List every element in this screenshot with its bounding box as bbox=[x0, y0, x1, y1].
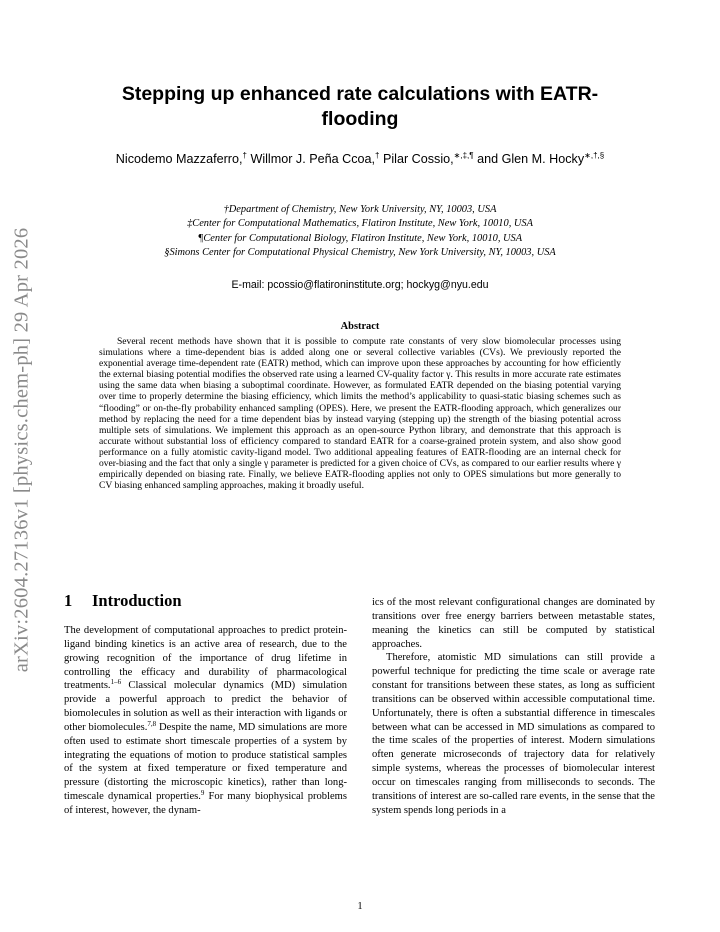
citation-marker: 1–6 bbox=[110, 678, 122, 687]
paragraph: Therefore, atomistic MD simulations can still provide a powerful technique for predicting the time scale or average rate constant for transitions between these states, as long as sufficient transitions can be observed within accessible computational time. Unfortunately, there is often a substantial difference in timescales between what can be accessed in MD simulations as compared to the time scales of the properties of interest. Modern simulations often generate microseconds of trajectory data for relatively simple systems, whereas the processes of biomolecular interest occur on timescales ranging from milliseconds to seconds. The transitions of interest are so-called rare events, in the sense that the system spends long periods in a bbox=[372, 652, 655, 816]
page-number: 1 bbox=[357, 901, 363, 912]
affiliation-line: ‡Center for Computational Mathematics, Flatiron Institute, New York, 10010, USA bbox=[187, 218, 533, 230]
contact-email: E-mail: pcossio@flatironinstitute.org; hockyg@nyu.edu bbox=[231, 279, 489, 291]
author-affiliation-marks: † bbox=[375, 151, 380, 160]
section-number: 1 bbox=[64, 591, 73, 610]
right-text-column bbox=[372, 596, 655, 818]
author-affiliation-marks: ∗,†,§ bbox=[584, 151, 605, 160]
text-span: Classical molecular dynamics (MD) simulation provide a powerful approach to predict the behavior of biomolecules in solution as well as their interaction with ligands or other biomolecules. bbox=[64, 680, 347, 733]
text-span: For many biophysical problems of interest, however, the dynam- bbox=[64, 791, 347, 816]
text-span: Despite the name, MD simulations are more often used to estimate short timescale properties of a system by integrating the equations of motion to produce statistical samples of the system at fixed temperature or fixed temperature and pressure (distorting the microscopic kinetics), rather than long-timescale dynamical properties. bbox=[64, 721, 347, 803]
affiliation-line: ¶Center for Computational Biology, Flatiron Institute, New York, 10010, USA bbox=[197, 232, 523, 244]
author-name: Willmor J. Peña Ccoa, bbox=[250, 152, 376, 166]
arxiv-identifier-text: arXiv:2604.27136v1 [physics.chem-ph] 29 Apr 2026 bbox=[10, 227, 33, 673]
author-name: and Glen M. Hocky bbox=[477, 152, 585, 166]
abstract-body: Several recent methods have shown that it is possible to compute rate constants of very slow biomolecular processes using simulations where a time-dependent bias is added along one or several collective variables (CVs). We previously reported the exponential average time-dependent rate (EATR) method, which can improve upon these approaches by accounting for how efficiently the external biasing potential modifies the observed rate using a learned CV-quality factor γ. This results in more accurate rate estimates using the same data when biasing a suboptimal coordinate. However, as formulated EATR depended on the biasing potential varying over time to properly determine the biasing efficiency, which limits the method’s applicability to quasi-static biasing schemes such as “flooding” or on-the-fly probability enhanced sampling (OPES). Here, we present the EATR-flooding approach, which generalizes our method by replacing the need for a time dependent bias by instead varying (stepping up) the strength of the biasing potential across multiple sets of simulations. We implement this approach as an open-source Python library, and demonstrate that this approach is accurate without substantial loss of efficiency compared to standard EATR for a coarse-grained protein system, and also show good performance on a fully atomistic cavity-ligand model. Two additional appealing features of EATR-flooding are an internal check for over-biasing and the fact that only a single γ parameter is predicted for a given choice of CVs, as compared to our earlier results where γ empirically depended on biasing rate. Finally, we believe EATR-flooding applies not only to OPES simulations but more generally to CV biasing enhanced sampling approaches, making it broadly useful. bbox=[99, 336, 621, 492]
affiliation-list bbox=[80, 203, 640, 260]
author-affiliation-marks: ∗,‡,¶ bbox=[453, 151, 474, 160]
citation-marker: 9 bbox=[200, 789, 205, 798]
paragraph: ics of the most relevant configurational changes are dominated by transitions over free energy barriers between metastable states, meaning the kinetics can still be computed by statistical approaches. bbox=[372, 597, 655, 650]
paragraph bbox=[64, 624, 347, 818]
affiliation-line: §Simons Center for Computational Physical Chemistry, New York University, NY, 10003, USA bbox=[164, 246, 556, 258]
author-name: Pilar Cossio, bbox=[382, 152, 454, 166]
left-text-column bbox=[64, 624, 347, 818]
author-affiliation-marks: † bbox=[242, 151, 247, 160]
citation-marker: 7,8 bbox=[147, 719, 157, 728]
author-list bbox=[100, 151, 620, 168]
section-title: Introduction bbox=[92, 591, 182, 610]
abstract-heading: Abstract bbox=[340, 321, 380, 332]
text-span: The development of computational approaches to predict protein-ligand binding kinetics is an active area of research, due to the growing recognition of the importance of drug lifetime in controlling the efficacy and durability of pharmacological treatments. bbox=[64, 625, 347, 692]
paper-title: Stepping up enhanced rate calculations with EATR-flooding bbox=[121, 83, 599, 130]
section-heading bbox=[64, 591, 182, 611]
author-name: Nicodemo Mazzaferro, bbox=[115, 152, 243, 166]
affiliation-line: †Department of Chemistry, New York University, NY, 10003, USA bbox=[223, 204, 497, 215]
